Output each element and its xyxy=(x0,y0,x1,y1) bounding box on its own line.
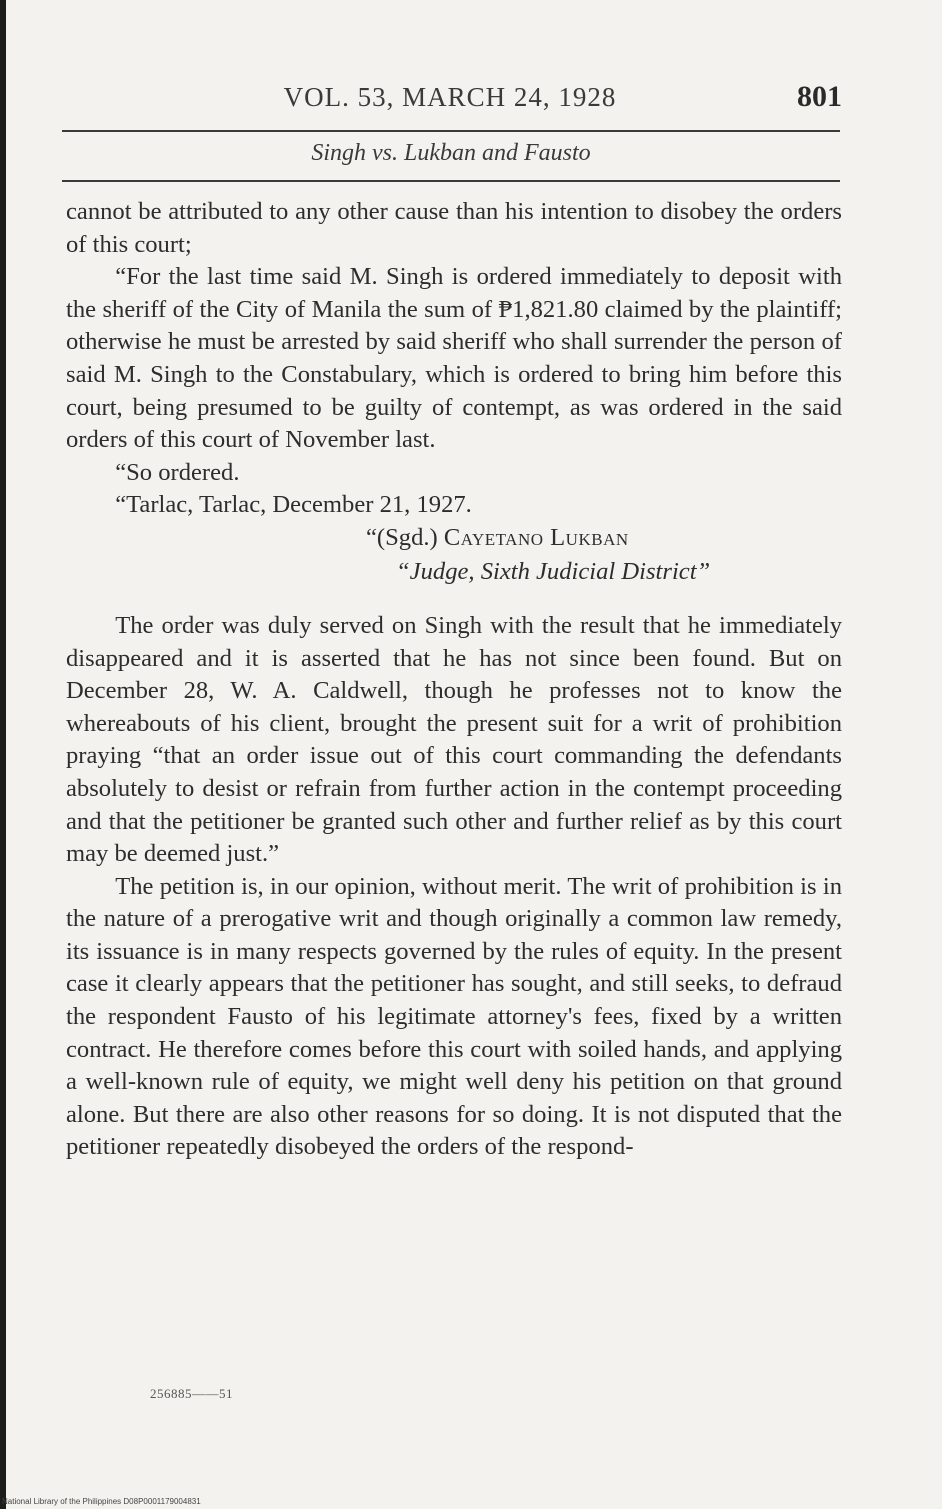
judge-name: Cayetano Lukban xyxy=(443,523,629,551)
signature-block xyxy=(66,522,842,592)
paragraph-opinion: The petition is, in our opinion, without merit. The writ of prohibition is in the nature of a prerogative writ and though originally a common law remedy, its issuance is in many respects governed by the rules of equity. In the present case it clearly appears that the petitioner has sought, and still seeks, to defraud the respondent Fausto of his legitimate attorney's fees, fixed by a written contract. He therefore comes before this court with soiled hands, and applying a well-known rule of equity, we might well deny his petition on that ground alone. But there are also other reasons for so doing. It is not disputed that the petitioner repeatedly disobeyed the orders of the respond- xyxy=(66,872,842,1161)
print-signature: 256885——51 xyxy=(150,1386,233,1401)
paragraph-so-ordered: “So ordered. xyxy=(115,458,240,486)
paragraph-order: “For the last time said M. Singh is ordered immediately to deposit with the sheriff of the City of Manila the sum of ₱1,821.80 claimed by the plaintiff; otherwise he must be arrested by said sheriff who shall surrender the person of said M. Singh to the Constabulary, which is ordered to bring him before this court, being presumed to be guilty of contempt, as was ordered in the said orders of this court of November last. xyxy=(66,263,842,454)
signature-line xyxy=(366,522,629,555)
judge-title: “Judge, Sixth Judicial District” xyxy=(396,557,711,585)
running-head: VOL. 53, MARCH 24, 1928 xyxy=(283,82,617,112)
paragraph-continuation: cannot be attributed to any other cause than his intention to disobey the orders of this court; xyxy=(66,198,842,258)
page-number: 801 xyxy=(797,80,842,113)
paragraph-date: “Tarlac, Tarlac, December 21, 1927. xyxy=(115,491,472,519)
paragraph-service: The order was duly served on Singh with the result that he immediately disappeared and it is asserted that he has not since been found. But on December 28, W. A. Caldwell, though he professes not to know the whereabouts of his client, brought the present suit for a writ of prohibition praying “that an order issue out of this court commanding the defendants absolutely to desist or refrain from further action in the contempt proceeding and that the petitioner be granted such other and further relief as by this court may be deemed just.” xyxy=(66,611,842,868)
body-text xyxy=(66,196,842,1164)
header-rule-top xyxy=(62,130,840,132)
case-title: Singh vs. Lukban and Fausto xyxy=(311,140,591,166)
signature-prefix: “(Sgd.) xyxy=(366,523,438,551)
archive-tag: National Library of the Philippines D08P0001179004831 xyxy=(2,1497,201,1506)
header-rule-bottom xyxy=(62,180,840,182)
page-edge-shadow xyxy=(0,0,6,1509)
